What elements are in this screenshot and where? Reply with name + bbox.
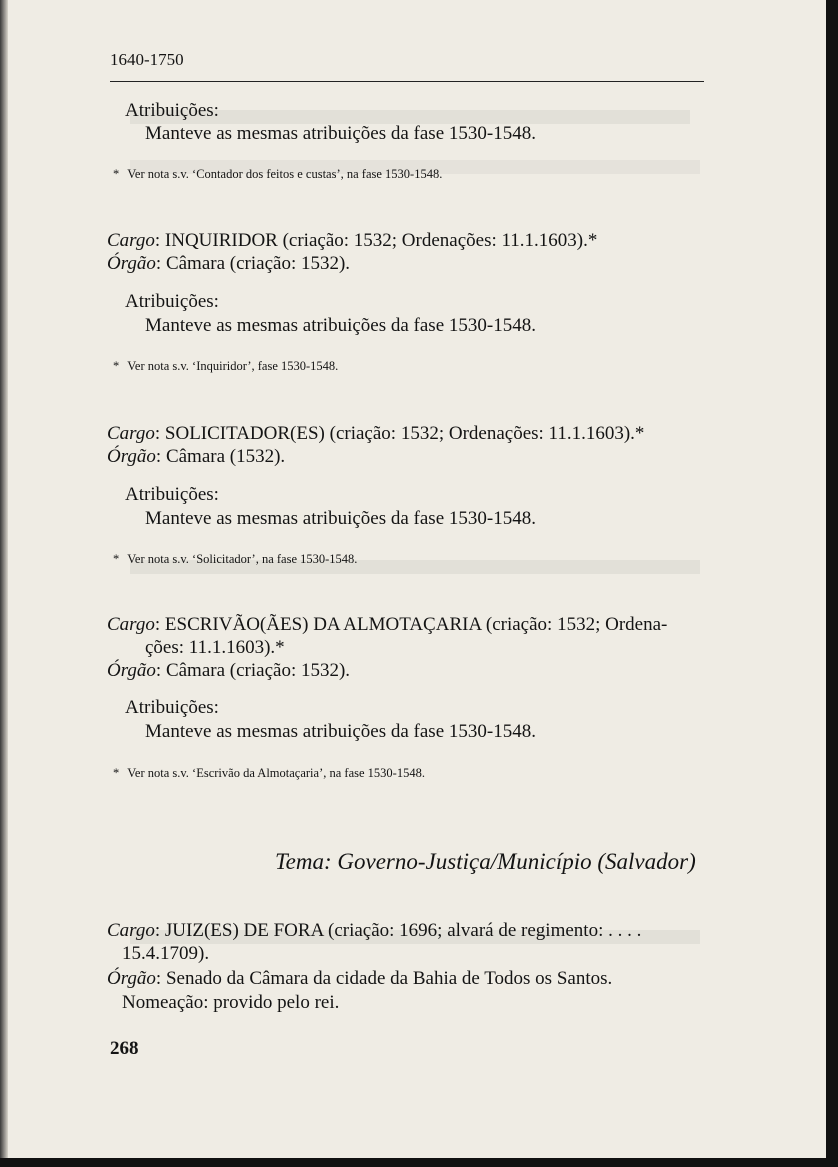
orgao-line: Órgão: Câmara (criação: 1532). <box>107 253 351 274</box>
cargo-line: Cargo: INQUIRIDOR (criação: 1532; Ordenações: 11.1.1603).* <box>107 230 598 251</box>
orgao-line: Órgão: Câmara (1532). <box>107 446 286 467</box>
cargo-line: Cargo: JUIZ(ES) DE FORA (criação: 1696; alvará de regimento: . . . . <box>107 920 642 941</box>
footnote: * Ver nota s.v. ‘Solicitador’, na fase 1530-1548. <box>113 552 358 566</box>
attributions-heading: Atribuições: <box>125 697 219 718</box>
cargo-line-continuation: ções: 11.1.1603).* <box>145 637 285 658</box>
footnote: * Ver nota s.v. ‘Contador dos feitos e custas’, na fase 1530-1548. <box>113 167 443 181</box>
attributions-text: Manteve as mesmas atribuições da fase 1530-1548. <box>145 315 536 336</box>
cargo-line-continuation: 15.4.1709). <box>122 943 210 964</box>
page-number: 268 <box>110 1038 139 1059</box>
asterisk-icon: * <box>113 167 120 181</box>
asterisk-icon: * <box>113 359 120 373</box>
theme-heading: Tema: Governo-Justiça/Município (Salvador) <box>275 849 696 874</box>
footnote: * Ver nota s.v. ‘Escrivão da Almotaçaria’, na fase 1530-1548. <box>113 766 425 780</box>
cargo-line: Cargo: ESCRIVÃO(ÃES) DA ALMOTAÇARIA (criação: 1532; Ordena- <box>107 614 668 635</box>
nomeacao-line: Nomeação: provido pelo rei. <box>122 992 340 1013</box>
attributions-heading: Atribuições: <box>125 484 219 505</box>
footnote: * Ver nota s.v. ‘Inquiridor’, fase 1530-1548. <box>113 359 339 373</box>
header-rule <box>110 81 704 82</box>
attributions-heading: Atribuições: <box>125 291 219 312</box>
cargo-line: Cargo: SOLICITADOR(ES) (criação: 1532; Ordenações: 11.1.1603).* <box>107 423 645 444</box>
attributions-text: Manteve as mesmas atribuições da fase 1530-1548. <box>145 721 536 742</box>
asterisk-icon: * <box>113 552 120 566</box>
orgao-line: Órgão: Senado da Câmara da cidade da Bahia de Todos os Santos. <box>107 968 613 989</box>
attributions-text: Manteve as mesmas atribuições da fase 1530-1548. <box>145 123 536 144</box>
attributions-heading: Atribuições: <box>125 100 219 121</box>
running-header: 1640-1750 <box>110 50 184 69</box>
orgao-line: Órgão: Câmara (criação: 1532). <box>107 660 351 681</box>
scan-border-right <box>826 0 838 1167</box>
asterisk-icon: * <box>113 766 120 780</box>
attributions-text: Manteve as mesmas atribuições da fase 1530-1548. <box>145 508 536 529</box>
scan-border-bottom <box>0 1158 838 1167</box>
scan-edge <box>0 0 8 1158</box>
